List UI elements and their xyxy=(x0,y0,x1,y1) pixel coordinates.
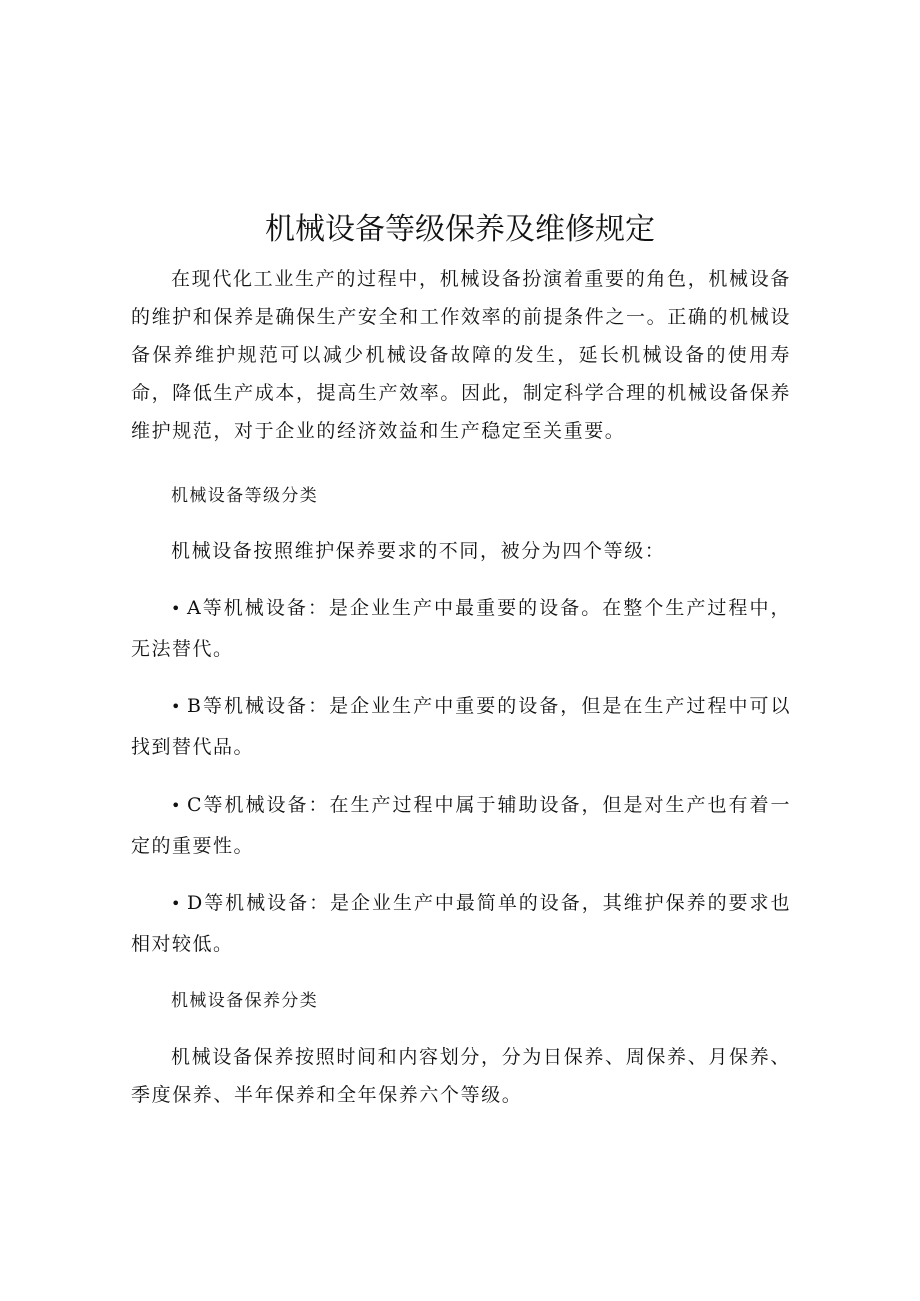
list-item-text: A等机械设备：是企业生产中最重要的设备。在整个生产过程中，无法替代。 xyxy=(131,597,791,660)
bullet-icon: • xyxy=(171,697,182,716)
list-item-grade-a xyxy=(131,588,791,669)
section-heading-equipment-classification: 机械设备等级分类 xyxy=(171,486,319,506)
bullet-icon: • xyxy=(171,599,182,618)
list-item-text: B等机械设备：是企业生产中重要的设备，但是在生产过程中可以找到替代品。 xyxy=(131,695,791,758)
list-item-text: D等机械设备：是企业生产中最简单的设备，其维护保养的要求也相对较低。 xyxy=(131,892,791,955)
list-item-grade-c xyxy=(131,785,791,866)
classification-lead-paragraph: 机械设备按照维护保养要求的不同，被分为四个等级： xyxy=(171,540,666,562)
list-item-grade-d xyxy=(131,883,791,964)
list-item-text: C等机械设备：在生产过程中属于辅助设备，但是对生产也有着一定的重要性。 xyxy=(131,794,791,857)
document-title: 机械设备等级保养及维修规定 xyxy=(265,212,655,247)
bullet-icon: • xyxy=(171,894,182,913)
maintenance-classification-paragraph: 机械设备保养按照时间和内容划分，分为日保养、周保养、月保养、季度保养、半年保养和全年保养六个等级。 xyxy=(131,1046,791,1106)
intro-paragraph: 在现代化工业生产的过程中，机械设备扮演着重要的角色，机械设备的维护和保养是确保生产安全和工作效率的前提条件之一。正确的机械设备保养维护规范可以减少机械设备故障的发生，延长机械设备的使用寿命，降低生产成本，提高生产效率。因此，制定科学合理的机械设备保养维护规范，对于企业的经济效益和生产稳定至关重要。 xyxy=(131,268,791,442)
section-heading-maintenance-classification: 机械设备保养分类 xyxy=(171,991,319,1011)
list-item-grade-b xyxy=(131,686,791,767)
bullet-icon: • xyxy=(171,796,182,815)
